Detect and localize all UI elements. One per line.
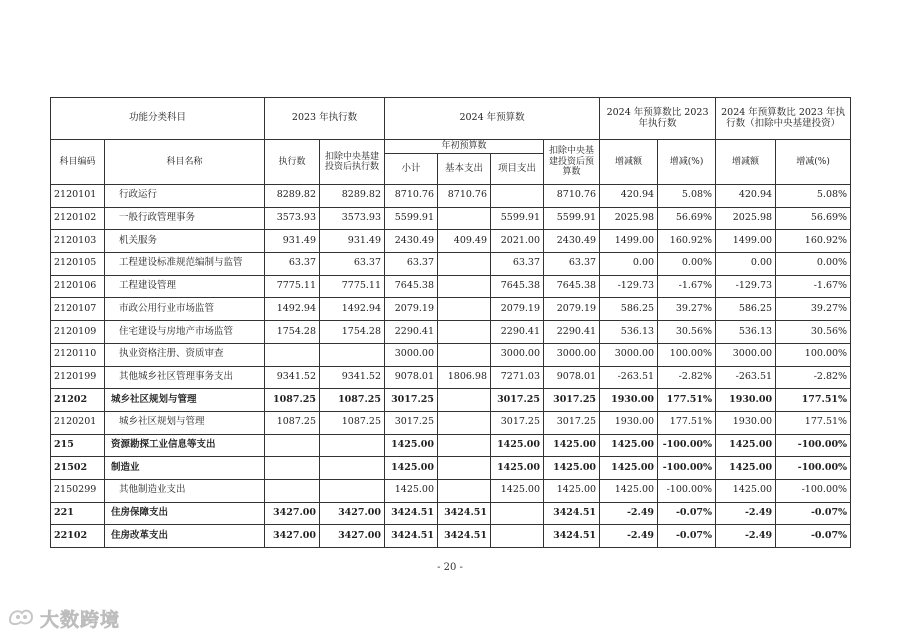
- cell-inc-amount-excl: 1499.00: [716, 230, 776, 253]
- cell-subtotal: 2430.49: [385, 230, 438, 253]
- cell-name: 工程建设管理: [105, 275, 265, 298]
- cell-basic: [438, 343, 491, 366]
- cell-basic: [438, 298, 491, 321]
- cell-subtotal: 63.37: [385, 253, 438, 276]
- cell-name: 城乡社区规划与管理: [105, 411, 265, 434]
- cell-exec-excl: 63.37: [320, 253, 385, 276]
- table-row: [51, 411, 851, 434]
- cell-code: 2120105: [51, 253, 105, 276]
- cell-basic: [438, 253, 491, 276]
- cell-code: 2120110: [51, 343, 105, 366]
- cell-subtotal: 8710.76: [385, 185, 438, 208]
- table-row: [51, 298, 851, 321]
- cell-code: 215: [51, 434, 105, 457]
- cell-inc-pct: 0.00%: [658, 253, 716, 276]
- cell-exec: 1492.94: [265, 298, 320, 321]
- cell-inc-amount-excl: 3000.00: [716, 343, 776, 366]
- cell-project: 7271.03: [491, 366, 544, 389]
- cell-inc-pct-excl: 177.51%: [776, 389, 851, 412]
- cell-name: 住房保障支出: [105, 502, 265, 525]
- cell-name: 住房改革支出: [105, 525, 265, 548]
- cell-inc-pct-excl: -0.07%: [776, 502, 851, 525]
- cell-name: 制造业: [105, 457, 265, 480]
- cell-exec-excl: [320, 343, 385, 366]
- cell-inc-pct: -0.07%: [658, 525, 716, 548]
- cell-inc-amount-excl: 1930.00: [716, 389, 776, 412]
- cell-project: [491, 502, 544, 525]
- table-row: [51, 389, 851, 412]
- cell-exec: 8289.82: [265, 185, 320, 208]
- cell-inc-amount: -2.49: [600, 525, 658, 548]
- page-number: - 20 -: [437, 562, 463, 573]
- cell-inc-pct-excl: 5.08%: [776, 185, 851, 208]
- cell-name: 城乡社区规划与管理: [105, 389, 265, 412]
- cell-inc-amount: 1425.00: [600, 457, 658, 480]
- cell-inc-pct-excl: 160.92%: [776, 230, 851, 253]
- cell-basic: [438, 321, 491, 344]
- cell-basic: 8710.76: [438, 185, 491, 208]
- cell-project: 1425.00: [491, 434, 544, 457]
- cell-inc-amount-excl: 1425.00: [716, 457, 776, 480]
- cell-inc-amount-excl: 1425.00: [716, 479, 776, 502]
- cell-basic: [438, 389, 491, 412]
- cell-budget-excl: 1425.00: [544, 457, 600, 480]
- cell-code: 2120199: [51, 366, 105, 389]
- cell-inc-amount: 1425.00: [600, 479, 658, 502]
- cell-inc-amount: 1425.00: [600, 434, 658, 457]
- cell-basic: [438, 207, 491, 230]
- cell-name: 执业资格注册、资质审查: [105, 343, 265, 366]
- cell-basic: 3424.51: [438, 525, 491, 548]
- cell-inc-amount: 1930.00: [600, 389, 658, 412]
- cell-inc-amount-excl: 0.00: [716, 253, 776, 276]
- cell-project: 2290.41: [491, 321, 544, 344]
- cell-budget-excl: 2430.49: [544, 230, 600, 253]
- cell-code: 2120201: [51, 411, 105, 434]
- cell-name: 资源勘探工业信息等支出: [105, 434, 265, 457]
- cell-code: 2120101: [51, 185, 105, 208]
- cell-budget-excl: 3017.25: [544, 389, 600, 412]
- cell-inc-pct-excl: 100.00%: [776, 343, 851, 366]
- cell-code: 2120103: [51, 230, 105, 253]
- cell-inc-pct: -1.67%: [658, 275, 716, 298]
- cell-subtotal: 5599.91: [385, 207, 438, 230]
- exec-2023-header: 2023 年执行数: [265, 98, 385, 140]
- table-row: [51, 525, 851, 548]
- project-header: 项目支出: [491, 154, 544, 185]
- func-category-header: 功能分类科目: [51, 98, 265, 140]
- cell-exec-excl: 8289.82: [320, 185, 385, 208]
- cell-project: [491, 525, 544, 548]
- cell-inc-pct-excl: 177.51%: [776, 411, 851, 434]
- cell-project: 3000.00: [491, 343, 544, 366]
- cell-exec: 931.49: [265, 230, 320, 253]
- cell-code: 21202: [51, 389, 105, 412]
- table-row: [51, 185, 851, 208]
- cell-inc-amount: 3000.00: [600, 343, 658, 366]
- subject-code-header: 科目编码: [51, 140, 105, 185]
- cell-exec-excl: 1087.25: [320, 389, 385, 412]
- cell-inc-amount: -2.49: [600, 502, 658, 525]
- cell-name: 工程建设标准规范编制与监管: [105, 253, 265, 276]
- exec-excl-header: 扣除中央基建投资后执行数: [320, 140, 385, 185]
- cell-inc-pct: 5.08%: [658, 185, 716, 208]
- cell-budget-excl: 63.37: [544, 253, 600, 276]
- watermark: [6, 605, 120, 632]
- cell-inc-amount-excl: -129.73: [716, 275, 776, 298]
- table-body: [51, 185, 851, 548]
- table-row: [51, 253, 851, 276]
- cell-subtotal: 1425.00: [385, 479, 438, 502]
- cell-exec: 3573.93: [265, 207, 320, 230]
- table-row: [51, 230, 851, 253]
- cell-inc-pct: 177.51%: [658, 411, 716, 434]
- cell-exec-excl: 9341.52: [320, 366, 385, 389]
- cell-project: 63.37: [491, 253, 544, 276]
- subject-name-header: 科目名称: [105, 140, 265, 185]
- cell-inc-pct-excl: -100.00%: [776, 479, 851, 502]
- cell-subtotal: 3424.51: [385, 525, 438, 548]
- cell-basic: 409.49: [438, 230, 491, 253]
- compare-exec-header: 2024 年预算数比 2023 年执行数: [600, 98, 716, 140]
- cell-name: 行政运行: [105, 185, 265, 208]
- table-row: [51, 479, 851, 502]
- cell-code: 2150299: [51, 479, 105, 502]
- cell-inc-pct-excl: 30.56%: [776, 321, 851, 344]
- inc-amount-header: 增减额: [600, 140, 658, 185]
- cell-inc-pct-excl: -100.00%: [776, 457, 851, 480]
- cell-code: 22102: [51, 525, 105, 548]
- cell-inc-amount-excl: 586.25: [716, 298, 776, 321]
- table-row: [51, 502, 851, 525]
- cell-budget-excl: 1425.00: [544, 434, 600, 457]
- cell-inc-pct-excl: -2.82%: [776, 366, 851, 389]
- cell-inc-pct: -100.00%: [658, 434, 716, 457]
- compare-exec-excl-header: 2024 年预算数比 2023 年执行数（扣除中央基建投资）: [716, 98, 851, 140]
- inc-pct-header: 增减(%): [658, 140, 716, 185]
- exec-amount-header: 执行数: [265, 140, 320, 185]
- cell-budget-excl: 7645.38: [544, 275, 600, 298]
- cell-project: 2079.19: [491, 298, 544, 321]
- cell-inc-amount: 2025.98: [600, 207, 658, 230]
- cell-subtotal: 7645.38: [385, 275, 438, 298]
- cell-exec-excl: 3427.00: [320, 502, 385, 525]
- cell-budget-excl: 3017.25: [544, 411, 600, 434]
- cell-name: 一般行政管理事务: [105, 207, 265, 230]
- cell-inc-pct: -100.00%: [658, 479, 716, 502]
- cell-exec-excl: 931.49: [320, 230, 385, 253]
- cell-budget-excl: 9078.01: [544, 366, 600, 389]
- cell-inc-pct: 100.00%: [658, 343, 716, 366]
- cell-budget-excl: 8710.76: [544, 185, 600, 208]
- cell-budget-excl: 3424.51: [544, 525, 600, 548]
- subtotal-header: 小计: [385, 154, 438, 185]
- cell-project: [491, 185, 544, 208]
- cell-inc-amount: 420.94: [600, 185, 658, 208]
- table-row: [51, 343, 851, 366]
- table-row: [51, 275, 851, 298]
- cell-inc-pct: -2.82%: [658, 366, 716, 389]
- cell-exec-excl: 1492.94: [320, 298, 385, 321]
- table-row: [51, 457, 851, 480]
- table-row: [51, 321, 851, 344]
- cell-code: 2120107: [51, 298, 105, 321]
- cell-inc-pct-excl: 56.69%: [776, 207, 851, 230]
- cell-inc-amount-excl: 536.13: [716, 321, 776, 344]
- budget-2024-header: 2024 年预算数: [385, 98, 600, 140]
- cell-inc-amount: -129.73: [600, 275, 658, 298]
- cell-subtotal: 1425.00: [385, 434, 438, 457]
- cell-inc-amount-excl: 1930.00: [716, 411, 776, 434]
- cell-project: 5599.91: [491, 207, 544, 230]
- cell-inc-pct-excl: -1.67%: [776, 275, 851, 298]
- cell-inc-amount-excl: 2025.98: [716, 207, 776, 230]
- cell-code: 2120109: [51, 321, 105, 344]
- cell-inc-amount-excl: 1425.00: [716, 434, 776, 457]
- cell-basic: [438, 479, 491, 502]
- budget-excl-header: 扣除中央基建投资后预算数: [544, 140, 600, 185]
- table-row: [51, 207, 851, 230]
- cell-basic: [438, 434, 491, 457]
- cell-basic: [438, 275, 491, 298]
- cell-exec-excl: 1754.28: [320, 321, 385, 344]
- cell-exec: [265, 457, 320, 480]
- table-row: [51, 434, 851, 457]
- cell-inc-amount-excl: 420.94: [716, 185, 776, 208]
- cell-project: 3017.25: [491, 411, 544, 434]
- cell-exec: 63.37: [265, 253, 320, 276]
- cell-name: 机关服务: [105, 230, 265, 253]
- cell-exec-excl: 3573.93: [320, 207, 385, 230]
- cell-subtotal: 3000.00: [385, 343, 438, 366]
- cell-exec-excl: [320, 434, 385, 457]
- cell-inc-pct: 177.51%: [658, 389, 716, 412]
- cell-code: 2120102: [51, 207, 105, 230]
- basic-header: 基本支出: [438, 154, 491, 185]
- cell-inc-pct: -0.07%: [658, 502, 716, 525]
- cell-inc-pct-excl: 0.00%: [776, 253, 851, 276]
- cell-inc-pct: 30.56%: [658, 321, 716, 344]
- cell-code: 21502: [51, 457, 105, 480]
- cell-exec-excl: 1087.25: [320, 411, 385, 434]
- cell-exec-excl: [320, 457, 385, 480]
- cell-subtotal: 2079.19: [385, 298, 438, 321]
- inc-amount-excl-header: 增减额: [716, 140, 776, 185]
- cell-exec: 1087.25: [265, 389, 320, 412]
- cell-exec: 3427.00: [265, 525, 320, 548]
- cell-project: 2021.00: [491, 230, 544, 253]
- budget-table: [50, 97, 851, 548]
- inc-pct-excl-header: 增减(%): [776, 140, 851, 185]
- cell-exec-excl: 3427.00: [320, 525, 385, 548]
- cell-budget-excl: 1425.00: [544, 479, 600, 502]
- cell-inc-amount: 1930.00: [600, 411, 658, 434]
- cell-project: 1425.00: [491, 479, 544, 502]
- cell-inc-pct: -100.00%: [658, 457, 716, 480]
- cell-code: 221: [51, 502, 105, 525]
- cell-subtotal: 3017.25: [385, 389, 438, 412]
- cell-budget-excl: 2079.19: [544, 298, 600, 321]
- cell-subtotal: 3017.25: [385, 411, 438, 434]
- cell-subtotal: 3424.51: [385, 502, 438, 525]
- cell-budget-excl: 2290.41: [544, 321, 600, 344]
- table-row: [51, 366, 851, 389]
- cell-inc-pct: 39.27%: [658, 298, 716, 321]
- cell-subtotal: 9078.01: [385, 366, 438, 389]
- cell-subtotal: 1425.00: [385, 457, 438, 480]
- watermark-text: 大数跨境: [40, 609, 121, 631]
- cell-inc-pct-excl: -0.07%: [776, 525, 851, 548]
- cell-budget-excl: 5599.91: [544, 207, 600, 230]
- cell-exec: 1087.25: [265, 411, 320, 434]
- cell-exec: 9341.52: [265, 366, 320, 389]
- cell-exec: 3427.00: [265, 502, 320, 525]
- cell-basic: [438, 457, 491, 480]
- cell-code: 2120106: [51, 275, 105, 298]
- cell-inc-amount-excl: -263.51: [716, 366, 776, 389]
- cell-basic: 1806.98: [438, 366, 491, 389]
- cell-name: 住宅建设与房地产市场监管: [105, 321, 265, 344]
- cell-inc-pct: 56.69%: [658, 207, 716, 230]
- cell-inc-pct: 160.92%: [658, 230, 716, 253]
- cell-inc-pct-excl: 39.27%: [776, 298, 851, 321]
- cell-project: 1425.00: [491, 457, 544, 480]
- cell-inc-amount-excl: -2.49: [716, 525, 776, 548]
- cell-project: 7645.38: [491, 275, 544, 298]
- cell-name: 其他城乡社区管理事务支出: [105, 366, 265, 389]
- cell-exec: [265, 434, 320, 457]
- table-header: [51, 98, 851, 185]
- initial-budget-header: 年初预算数: [385, 140, 544, 154]
- cell-exec-excl: 7775.11: [320, 275, 385, 298]
- cell-exec-excl: [320, 479, 385, 502]
- cell-budget-excl: 3000.00: [544, 343, 600, 366]
- cell-basic: [438, 411, 491, 434]
- cell-inc-amount: 536.13: [600, 321, 658, 344]
- cell-name: 其他制造业支出: [105, 479, 265, 502]
- cell-name: 市政公用行业市场监管: [105, 298, 265, 321]
- cell-inc-amount: 1499.00: [600, 230, 658, 253]
- logo-icon: [6, 606, 36, 632]
- cell-exec: 1754.28: [265, 321, 320, 344]
- cell-subtotal: 2290.41: [385, 321, 438, 344]
- cell-exec: [265, 479, 320, 502]
- cell-inc-amount: 586.25: [600, 298, 658, 321]
- cell-inc-amount-excl: -2.49: [716, 502, 776, 525]
- cell-exec: [265, 343, 320, 366]
- cell-project: 3017.25: [491, 389, 544, 412]
- cell-budget-excl: 3424.51: [544, 502, 600, 525]
- cell-inc-pct-excl: -100.00%: [776, 434, 851, 457]
- cell-inc-amount: 0.00: [600, 253, 658, 276]
- cell-inc-amount: -263.51: [600, 366, 658, 389]
- cell-exec: 7775.11: [265, 275, 320, 298]
- cell-basic: 3424.51: [438, 502, 491, 525]
